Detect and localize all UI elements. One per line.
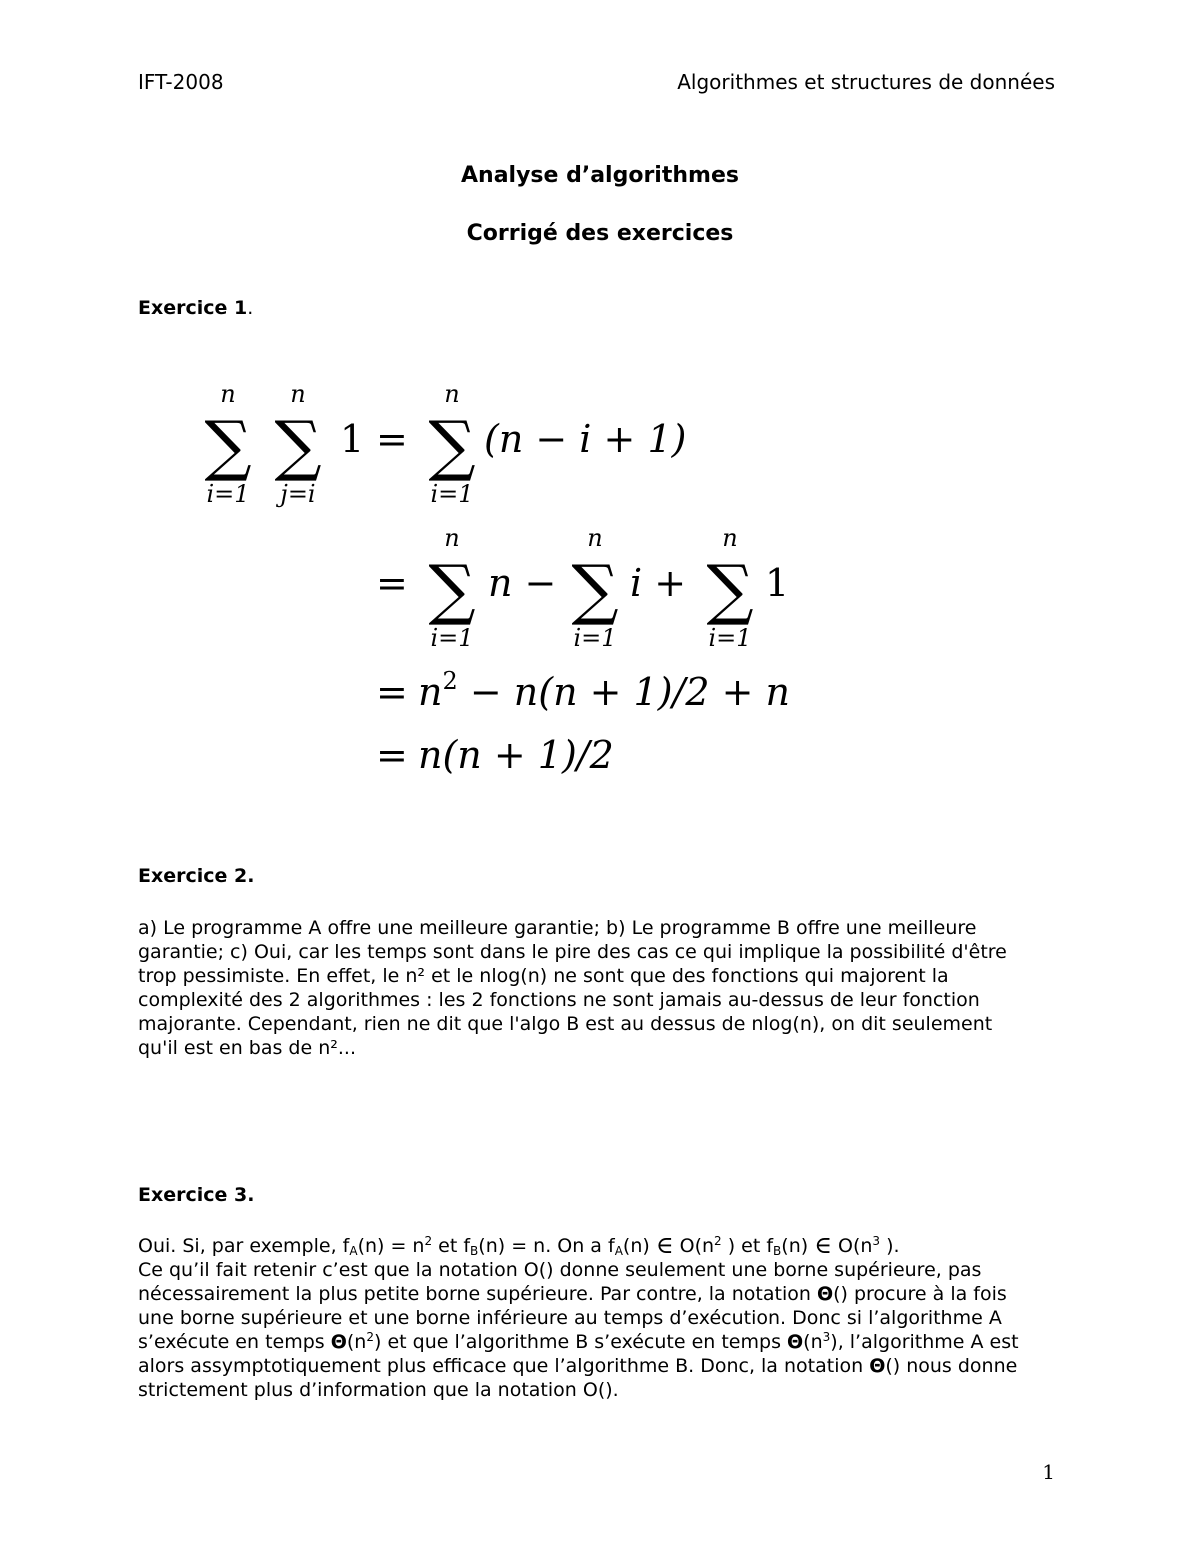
text-run: (n) = n	[357, 1235, 425, 1257]
theta-symbol: Θ	[330, 1331, 347, 1353]
text-run: ).	[880, 1235, 900, 1257]
text-run: nécessairement la plus petite borne supérieure. Par contre, la notation	[138, 1283, 817, 1305]
sum1-sigma: ∑	[204, 407, 252, 484]
exercise-2-line: qu'il est en bas de n²...	[138, 1037, 356, 1059]
sum6-sigma: ∑	[706, 551, 754, 628]
page-title: Analyse d’algorithmes	[461, 163, 739, 188]
exercise-2-line: majorante. Cependant, rien ne dit que l'algo B est au dessus de nlog(n), on dit seulement	[138, 1013, 993, 1035]
sum3-lower-limit: i=1	[430, 480, 474, 508]
exercise-3-line-5	[138, 1330, 1058, 1354]
row2-term2: i +	[630, 561, 687, 605]
sum2-upper-limit: n	[290, 380, 306, 408]
row4-equals: =	[376, 733, 408, 777]
text-run: (n)	[622, 1235, 656, 1257]
row3-exponent: 2	[442, 667, 458, 695]
sum2-sigma: ∑	[274, 407, 322, 484]
header-course-title: Algorithmes et structures de données	[677, 70, 1055, 94]
exercise-2-answer	[138, 916, 1058, 1060]
sum5-lower-limit: i=1	[573, 624, 617, 652]
exercise-1-heading-text: Exercice 1	[138, 297, 248, 319]
theta-symbol: Θ	[869, 1355, 886, 1377]
text-run: ) et f	[721, 1235, 774, 1257]
sum1-lower-limit: i=1	[206, 480, 250, 508]
row3-equals: =	[376, 670, 408, 714]
sum1-upper-limit: n	[220, 380, 236, 408]
element-of-symbol: ∈	[655, 1231, 674, 1259]
sum6-lower-limit: i=1	[708, 624, 752, 652]
text-run: ), l’algorithme A est	[830, 1331, 1019, 1353]
exercise-1-heading	[138, 297, 253, 319]
subscript: A	[349, 1244, 358, 1258]
exercise-2-line: a) Le programme A offre une meilleure garantie; b) Le programme B offre une meilleure	[138, 917, 977, 939]
text-run: alors assymptotiquement plus efficace que l’algorithme B. Donc, la notation	[138, 1355, 870, 1377]
sum4-upper-limit: n	[444, 524, 460, 552]
subscript: B	[773, 1244, 782, 1258]
element-of-symbol: ∈	[814, 1231, 832, 1259]
text-run: et f	[432, 1235, 471, 1257]
exercise-2-heading-text: Exercice 2.	[138, 865, 255, 887]
row3-expr	[418, 667, 790, 714]
exercise-2-line: complexité des 2 algorithmes : les 2 fonctions ne sont jamais au-dessus de leur fonction	[138, 989, 980, 1011]
theta-symbol: Θ	[787, 1331, 804, 1353]
exercise-2-heading	[138, 865, 254, 887]
row2-term3: 1	[765, 561, 790, 605]
text-run: (n) = n. On a f	[478, 1235, 615, 1257]
superscript: 2	[366, 1330, 374, 1344]
row3-n: n	[418, 670, 443, 714]
exercise-3-line-2: Ce qu’il fait retenir c’est que la notation O() donne seulement une borne supérieure, pas	[138, 1259, 982, 1281]
page-subtitle: Corrigé des exercices	[466, 221, 734, 246]
superscript: 2	[424, 1234, 433, 1248]
text-run: s’exécute en temps	[138, 1331, 331, 1353]
row4-expr: n(n + 1)/2	[418, 733, 614, 777]
row1-rhs-term: (n − i + 1)	[484, 417, 687, 461]
exercise-3-line-7: strictement plus d’information que la notation O().	[138, 1379, 619, 1401]
exercise-3-heading-text: Exercice 3.	[138, 1184, 255, 1206]
sum3-sigma: ∑	[428, 407, 476, 484]
theta-symbol: Θ	[816, 1283, 834, 1305]
text-run: (n	[346, 1331, 367, 1353]
page-number: 1	[1042, 1460, 1055, 1484]
superscript: 3	[822, 1330, 831, 1344]
superscript: 3	[872, 1234, 881, 1248]
row1-one: 1	[340, 417, 365, 461]
exercise-1-equation	[190, 370, 810, 790]
header-course-code: IFT-2008	[138, 70, 224, 94]
exercise-3-heading	[138, 1184, 254, 1206]
text-run: (n	[803, 1331, 823, 1353]
exercise-2-line: trop pessimiste. En effet, le n² et le nlog(n) ne sont que des fonctions qui majorent la	[138, 965, 949, 987]
text-run: () procure à la fois	[833, 1283, 1007, 1305]
exercise-3-answer	[138, 1232, 1058, 1402]
row2-equals: =	[376, 561, 408, 605]
sum6-upper-limit: n	[722, 524, 738, 552]
exercise-1-heading-suffix: .	[247, 297, 254, 319]
exercise-3-line-6	[138, 1354, 1058, 1378]
exercise-3-line-4: une borne supérieure et une borne inférieure au temps d’exécution. Donc si l’algorithme A	[138, 1307, 1002, 1329]
sum4-sigma: ∑	[428, 551, 476, 628]
subscript: B	[470, 1244, 479, 1258]
text-run: O(n	[673, 1235, 715, 1257]
text-run: Oui. Si, par exemple, f	[138, 1235, 350, 1257]
text-run: (n)	[781, 1235, 815, 1257]
text-run: () nous donne	[885, 1355, 1018, 1377]
exercise-2-line: garantie; c) Oui, car les temps sont dans le pire des cas ce qui implique la possibilité d'être	[138, 941, 1007, 963]
sum3-upper-limit: n	[444, 380, 460, 408]
row2-term1: n −	[488, 561, 557, 605]
sum5-upper-limit: n	[587, 524, 603, 552]
sum4-lower-limit: i=1	[430, 624, 474, 652]
superscript: 2	[714, 1234, 722, 1248]
sum2-lower-limit: j=i	[280, 480, 316, 508]
exercise-3-line-3	[138, 1282, 1058, 1306]
subscript: A	[614, 1244, 623, 1258]
row3-rest: − n(n + 1)/2 + n	[457, 670, 790, 714]
exercise-3-line-1	[138, 1232, 1058, 1258]
text-run: ) et que l’algorithme B s’exécute en temps	[374, 1331, 788, 1353]
row1-equals: =	[376, 417, 408, 461]
sum5-sigma: ∑	[571, 551, 619, 628]
text-run: O(n	[831, 1235, 873, 1257]
